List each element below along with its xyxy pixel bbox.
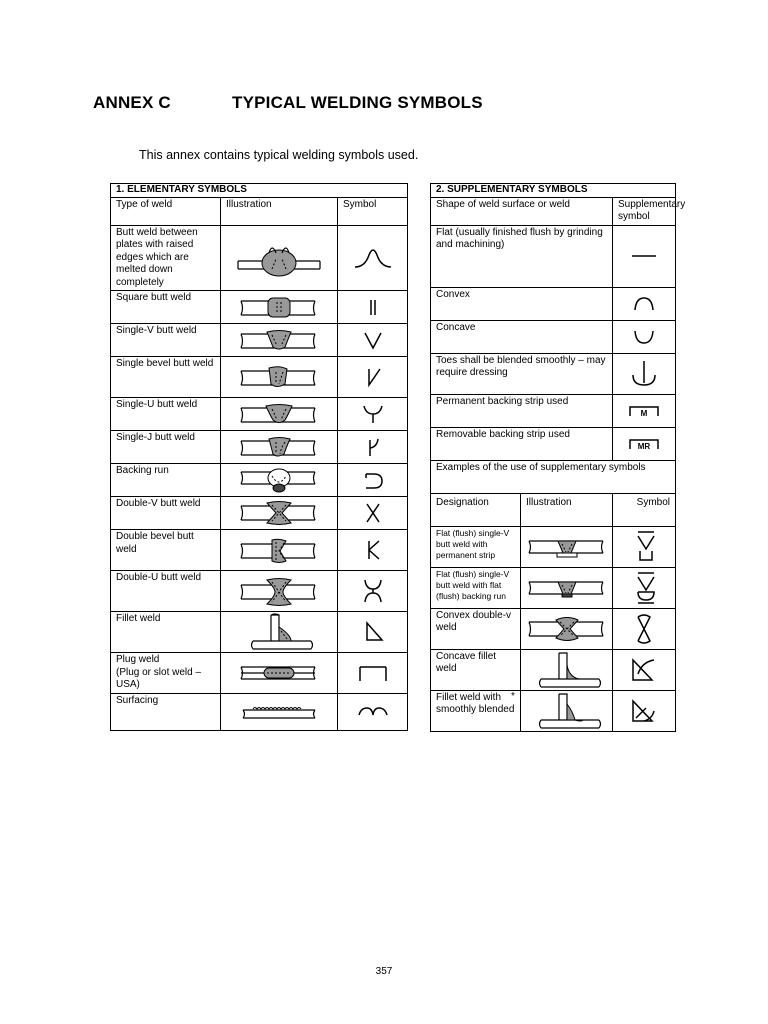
table-row bbox=[431, 353, 676, 394]
flat-single-v-backing-symbol-icon bbox=[624, 570, 664, 606]
square-butt-weld-illustration bbox=[239, 294, 319, 320]
backing-run-illustration bbox=[239, 466, 319, 494]
table-row bbox=[431, 526, 676, 567]
single-u-butt-weld-illustration bbox=[239, 401, 319, 427]
example-designation: Flat (flush) single-V butt weld with permanent strip bbox=[431, 526, 521, 567]
column-header-supplementary-symbol: Supplementary symbol bbox=[613, 197, 676, 225]
weld-shape-label: Toes shall be blended smoothly – may require dressing bbox=[431, 353, 613, 394]
table-row bbox=[111, 464, 408, 497]
example-designation: Fillet weld with smoothly blended bbox=[436, 691, 515, 715]
table-row bbox=[431, 427, 676, 460]
table-row bbox=[111, 291, 408, 324]
column-header-example-illustration: Illustration bbox=[521, 493, 613, 526]
table-row bbox=[111, 693, 408, 730]
fillet-blended-illustration bbox=[527, 692, 607, 730]
weld-shape-label: Removable backing strip used bbox=[431, 427, 613, 460]
backing-run-symbol-icon bbox=[358, 468, 388, 492]
double-u-butt-weld-illustration bbox=[239, 576, 319, 606]
raised-edge-butt-weld-illustration bbox=[236, 235, 322, 281]
table-row bbox=[111, 530, 408, 571]
weld-type-label: Single-U butt weld bbox=[111, 398, 221, 431]
weld-type-label: Double-U butt weld bbox=[111, 571, 221, 612]
table-row bbox=[111, 431, 408, 464]
single-j-butt-weld-illustration bbox=[239, 434, 319, 460]
table-row bbox=[111, 612, 408, 653]
fillet-weld-illustration bbox=[239, 613, 319, 651]
weld-type-label: Fillet weld bbox=[111, 612, 221, 653]
annex-label: ANNEX C bbox=[93, 93, 171, 112]
weld-type-label: Single bevel butt weld bbox=[111, 357, 221, 398]
table-row bbox=[111, 324, 408, 357]
intro-text: This annex contains typical welding symbols used. bbox=[139, 148, 419, 162]
convex-double-v-illustration bbox=[527, 615, 607, 643]
fillet-blended-symbol-icon bbox=[624, 695, 664, 727]
single-bevel-symbol-icon bbox=[358, 364, 388, 390]
weld-shape-label: Concave bbox=[431, 320, 613, 353]
table-row bbox=[431, 608, 676, 649]
table-row bbox=[431, 394, 676, 427]
examples-title: Examples of the use of supplementary symbols bbox=[431, 460, 676, 493]
column-header-designation: Designation bbox=[431, 493, 521, 526]
toes-blended-symbol-icon bbox=[624, 357, 664, 391]
weld-type-label: Butt weld between plates with raised edges which are melted down completely bbox=[111, 225, 221, 291]
example-designation-cell bbox=[431, 690, 521, 731]
flat-symbol-icon bbox=[624, 246, 664, 266]
page-number: 357 bbox=[375, 966, 393, 977]
table-row bbox=[111, 357, 408, 398]
table-row bbox=[431, 287, 676, 320]
table-row bbox=[111, 497, 408, 530]
flat-single-v-strip-illustration bbox=[527, 534, 607, 560]
weld-type-label: Double-V butt weld bbox=[111, 497, 221, 530]
weld-type-label: Single-J butt weld bbox=[111, 431, 221, 464]
permanent-backing-strip-symbol-icon bbox=[624, 400, 664, 422]
surfacing-symbol-icon bbox=[355, 701, 391, 723]
flat-single-v-strip-symbol-icon bbox=[624, 529, 664, 565]
page-title: TYPICAL WELDING SYMBOLS bbox=[232, 93, 483, 112]
square-butt-symbol-icon bbox=[358, 295, 388, 319]
single-u-symbol-icon bbox=[358, 401, 388, 427]
weld-type-label: Backing run bbox=[111, 464, 221, 497]
table-row bbox=[431, 320, 676, 353]
example-designation: Concave fillet weld bbox=[431, 649, 521, 690]
table-row bbox=[111, 225, 408, 291]
column-header-symbol: Symbol bbox=[338, 197, 408, 225]
plug-symbol-icon bbox=[355, 661, 391, 685]
footnote-marker: * bbox=[511, 690, 515, 702]
table-row bbox=[431, 567, 676, 608]
raised-edge-symbol-icon bbox=[351, 243, 395, 273]
elementary-symbols-table bbox=[110, 183, 408, 731]
weld-type-label: Plug weld (Plug or slot weld – USA) bbox=[111, 653, 221, 694]
elementary-title: 1. ELEMENTARY SYMBOLS bbox=[111, 184, 408, 198]
column-header-example-symbol: Symbol bbox=[613, 493, 676, 526]
table-row bbox=[111, 571, 408, 612]
column-header-illustration: Illustration bbox=[221, 197, 338, 225]
plug-weld-illustration bbox=[239, 661, 319, 685]
concave-symbol-icon bbox=[624, 325, 664, 349]
weld-type-label: Double bevel butt weld bbox=[111, 530, 221, 571]
weld-shape-label: Flat (usually finished flush by grinding and machining) bbox=[431, 225, 613, 287]
table-row bbox=[431, 690, 676, 731]
weld-shape-label: Permanent backing strip used bbox=[431, 394, 613, 427]
table-row bbox=[111, 398, 408, 431]
example-designation: Convex double-v weld bbox=[431, 608, 521, 649]
convex-symbol-icon bbox=[624, 292, 664, 316]
weld-type-label: Single-V butt weld bbox=[111, 324, 221, 357]
fillet-symbol-icon bbox=[358, 619, 388, 645]
weld-shape-label: Convex bbox=[431, 287, 613, 320]
double-bevel-butt-weld-illustration bbox=[239, 535, 319, 565]
single-v-symbol-icon bbox=[358, 328, 388, 352]
double-v-butt-weld-illustration bbox=[239, 499, 319, 527]
single-j-symbol-icon bbox=[358, 434, 388, 460]
column-header-shape: Shape of weld surface or weld bbox=[431, 197, 613, 225]
concave-fillet-illustration bbox=[527, 651, 607, 689]
double-u-symbol-icon bbox=[358, 577, 388, 605]
weld-type-label: Surfacing bbox=[111, 693, 221, 730]
weld-type-label: Square butt weld bbox=[111, 291, 221, 324]
single-v-butt-weld-illustration bbox=[239, 327, 319, 353]
single-bevel-butt-weld-illustration bbox=[239, 362, 319, 392]
surfacing-illustration bbox=[239, 702, 319, 722]
convex-double-v-symbol-icon bbox=[624, 612, 664, 646]
concave-fillet-symbol-icon bbox=[624, 654, 664, 686]
table-row bbox=[111, 653, 408, 694]
column-header-type: Type of weld bbox=[111, 197, 221, 225]
backing-strip-label-m: M bbox=[640, 408, 648, 418]
example-designation: Flat (flush) single-V butt weld with flat (flush) backing run bbox=[431, 567, 521, 608]
removable-backing-strip-symbol-icon bbox=[624, 433, 664, 455]
double-bevel-symbol-icon bbox=[358, 537, 388, 563]
double-v-symbol-icon bbox=[358, 500, 388, 526]
supplementary-title: 2. SUPPLEMENTARY SYMBOLS bbox=[431, 184, 676, 198]
backing-strip-label-mr: MR bbox=[637, 441, 651, 451]
table-row bbox=[431, 225, 676, 287]
flat-single-v-backing-illustration bbox=[527, 575, 607, 601]
supplementary-symbols-table bbox=[430, 183, 686, 732]
table-row bbox=[431, 649, 676, 690]
